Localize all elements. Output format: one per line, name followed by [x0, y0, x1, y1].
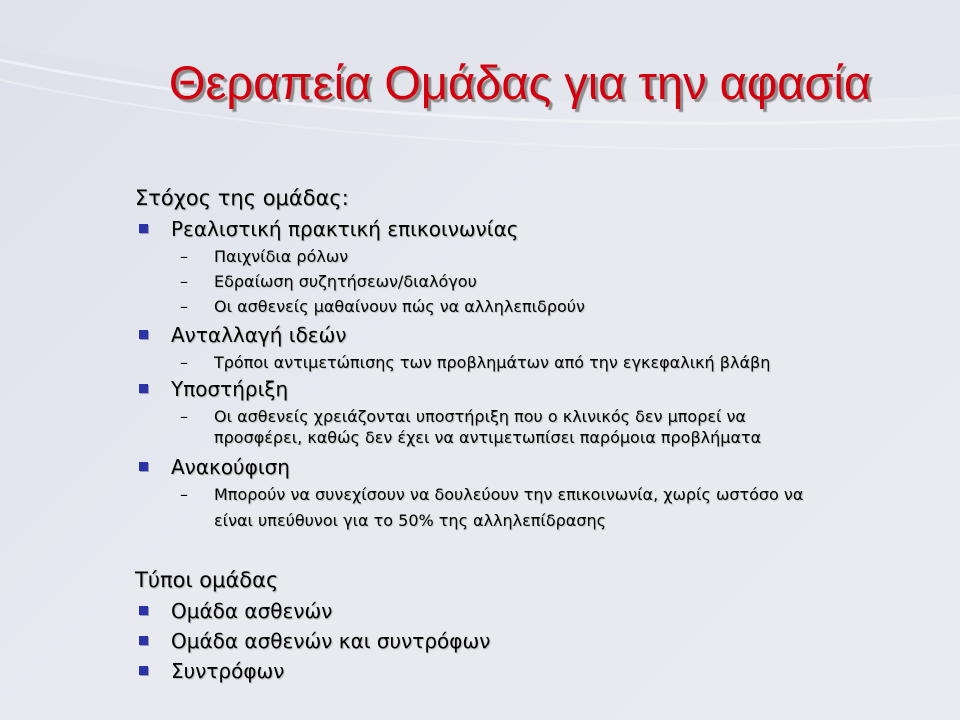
- square-bullet-icon: [139, 666, 148, 675]
- square-bullet-icon: [139, 384, 148, 393]
- dash-bullet-icon: –: [180, 247, 188, 266]
- square-bullet-icon: [139, 636, 148, 645]
- slide-title: Θεραπεία Ομάδας για την αφασία: [168, 56, 872, 109]
- square-bullet-icon: [139, 330, 148, 339]
- dash-bullet-icon: –: [180, 272, 188, 291]
- sub-item-label: είναι υπεύθυνοι για το 50% της αλληλεπίδρασης: [214, 511, 606, 530]
- bullet-label: Ανακούφιση: [171, 455, 290, 479]
- sub-item-label: προσφέρει, καθώς δεν έχει να αντιμετωπίσει παρόμοια προβλήματα: [214, 428, 762, 447]
- sub-item-label: Εδραίωση συζητήσεων/διαλόγου: [214, 272, 477, 291]
- dash-bullet-icon: –: [180, 407, 188, 426]
- sub-item-label: Οι ασθενείς μαθαίνουν πώς να αλληλεπιδρούν: [214, 297, 585, 316]
- bullet-label: Ανταλλαγή ιδεών: [171, 323, 347, 347]
- bullet-label: Ομάδα ασθενών και συντρόφων: [171, 629, 491, 653]
- bullet-label: Ομάδα ασθενών: [171, 599, 333, 623]
- bullet-label: Υποστήριξη: [171, 377, 289, 401]
- sub-item-label: Τρόποι αντιμετώπισης των προβλημάτων από την εγκεφαλική βλάβη: [214, 353, 771, 372]
- dash-bullet-icon: –: [180, 485, 188, 504]
- sub-item-label: Μπορούν να συνεχίσουν να δουλεύουν την επικοινωνία, χωρίς ωστόσο να: [214, 485, 804, 504]
- sub-item-label: Παιχνίδια ρόλων: [214, 247, 349, 266]
- square-bullet-icon: [139, 462, 148, 471]
- section-heading-goals: Στόχος της ομάδας:: [135, 186, 349, 210]
- square-bullet-icon: [139, 606, 148, 615]
- section-heading-types: Τύποι ομάδας: [135, 568, 279, 592]
- sub-item-label: Οι ασθενείς χρειάζονται υποστήριξη που ο κλινικός δεν μπορεί να: [214, 407, 746, 426]
- square-bullet-icon: [139, 224, 148, 233]
- bullet-label: Ρεαλιστική πρακτική επικοινωνίας: [171, 217, 519, 241]
- dash-bullet-icon: –: [180, 297, 188, 316]
- dash-bullet-icon: –: [180, 353, 188, 372]
- bullet-label: Συντρόφων: [171, 659, 285, 683]
